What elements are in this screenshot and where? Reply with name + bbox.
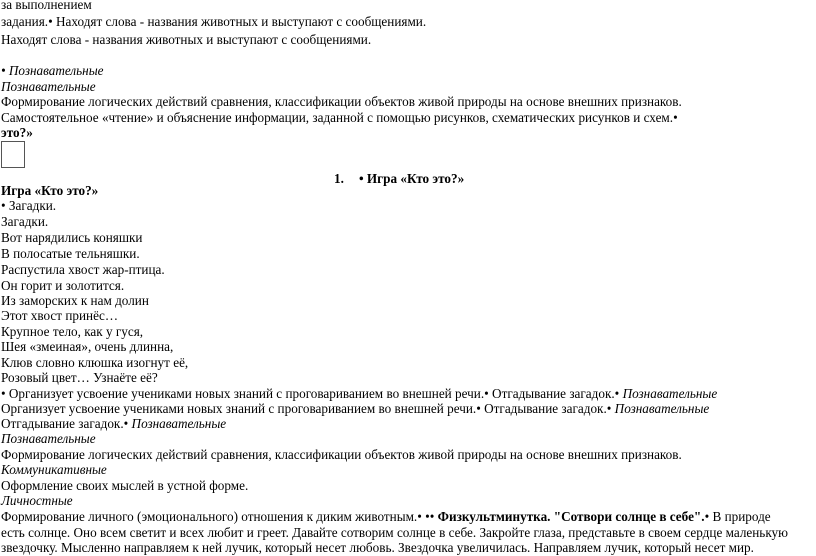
riddle-line-3: Распустила хвост жар-птица. [1, 262, 165, 277]
riddle-line-10: Розовый цвет… Узнаёте её? [1, 370, 158, 385]
text-line-26: Формирование логических действий сравнения, классификации объектов живой природы на основе внешних признаков. [1, 447, 682, 462]
text-line-23-body: Организует усвоение учениками новых знаний с проговариванием во внешней речи.• Отгадывание загадок.• [1, 401, 615, 416]
category-label-2: Познавательные [1, 431, 96, 446]
category-heading: • Познавательные [1, 63, 104, 78]
riddle-line-2: В полосатые тельняшки. [1, 246, 140, 261]
text-line-32: звездочку. Мысленно направляем к ней лучик, который несет любовь. Звездочка увеличилась. Направляем лучик, который несет мир. [1, 540, 754, 555]
text-line-3: Находят слова - названия животных и выступают с сообщениями. [1, 32, 372, 47]
checkbox-frame [1, 141, 25, 168]
riddle-line-1: Вот нарядились коняшки [1, 230, 143, 245]
category-personal: Личностные [1, 493, 73, 508]
text-line-2: задания.• Находят слова - названия животных и выступают с сообщениями. [1, 14, 427, 29]
section-number: 1. [334, 171, 344, 186]
text-line-10: • Загадки. [1, 198, 57, 213]
text-line-28: Оформление своих мыслей в устной форме. [1, 478, 249, 493]
section-heading: • Игра «Кто это?» [359, 171, 465, 186]
text-line-23-category: Познавательные [614, 401, 710, 416]
text-line-24 [1, 416, 226, 432]
text-line-11: Загадки. [1, 214, 49, 229]
text-line-22 [1, 386, 717, 402]
riddle-line-9: Клюв словно клюшка изогнут её, [1, 355, 189, 370]
category-communicative: Коммуникативные [1, 462, 107, 477]
text-line-22-body: • Организует усвоение учениками новых знаний с проговариванием во внешней речи.• Отгадывание загадок.• [1, 386, 623, 401]
text-line-24-category: Познавательные [131, 416, 227, 431]
text-line-6: Формирование логических действий сравнения, классификации объектов живой природы на основе внешних признаков. [1, 94, 682, 109]
text-line-31: есть солнце. Оно всем светит и всех любит и греет. Давайте сотворим солнце в себе. Закройте глаза, представьте в своем сердце маленькую [1, 525, 788, 540]
game-title: Игра «Кто это?» [1, 183, 99, 198]
exercise-title: Физкультминутка. "Сотвори солнце в себе". [437, 509, 705, 524]
text-line-23 [1, 401, 709, 417]
riddle-line-5: Из заморских к нам долин [1, 293, 149, 308]
text-line-30-body: Формирование личного (эмоционального) отношения к диким животным.• •• [1, 509, 438, 524]
text-line-22-category: Познавательные [622, 386, 718, 401]
riddle-line-6: Этот хвост принёс… [1, 308, 119, 323]
text-line-8: это?» [1, 125, 33, 140]
text-line-24-body: Отгадывание загадок.• [1, 416, 132, 431]
riddle-line-7: Крупное тело, как у гуся, [1, 324, 144, 339]
text-line-30 [1, 509, 771, 525]
text-line-1: за выполнением [1, 0, 92, 12]
text-line-7: Самостоятельное «чтение» и объяснение информации, заданной с помощью рисунков, схематических рисунков и схем.• [1, 110, 678, 125]
riddle-line-8: Шея «змеиная», очень длинна, [1, 339, 174, 354]
text-line-30-tail: • В природе [704, 509, 771, 524]
category-label: Познавательные [1, 79, 96, 94]
riddle-line-4: Он горит и золотится. [1, 278, 125, 293]
